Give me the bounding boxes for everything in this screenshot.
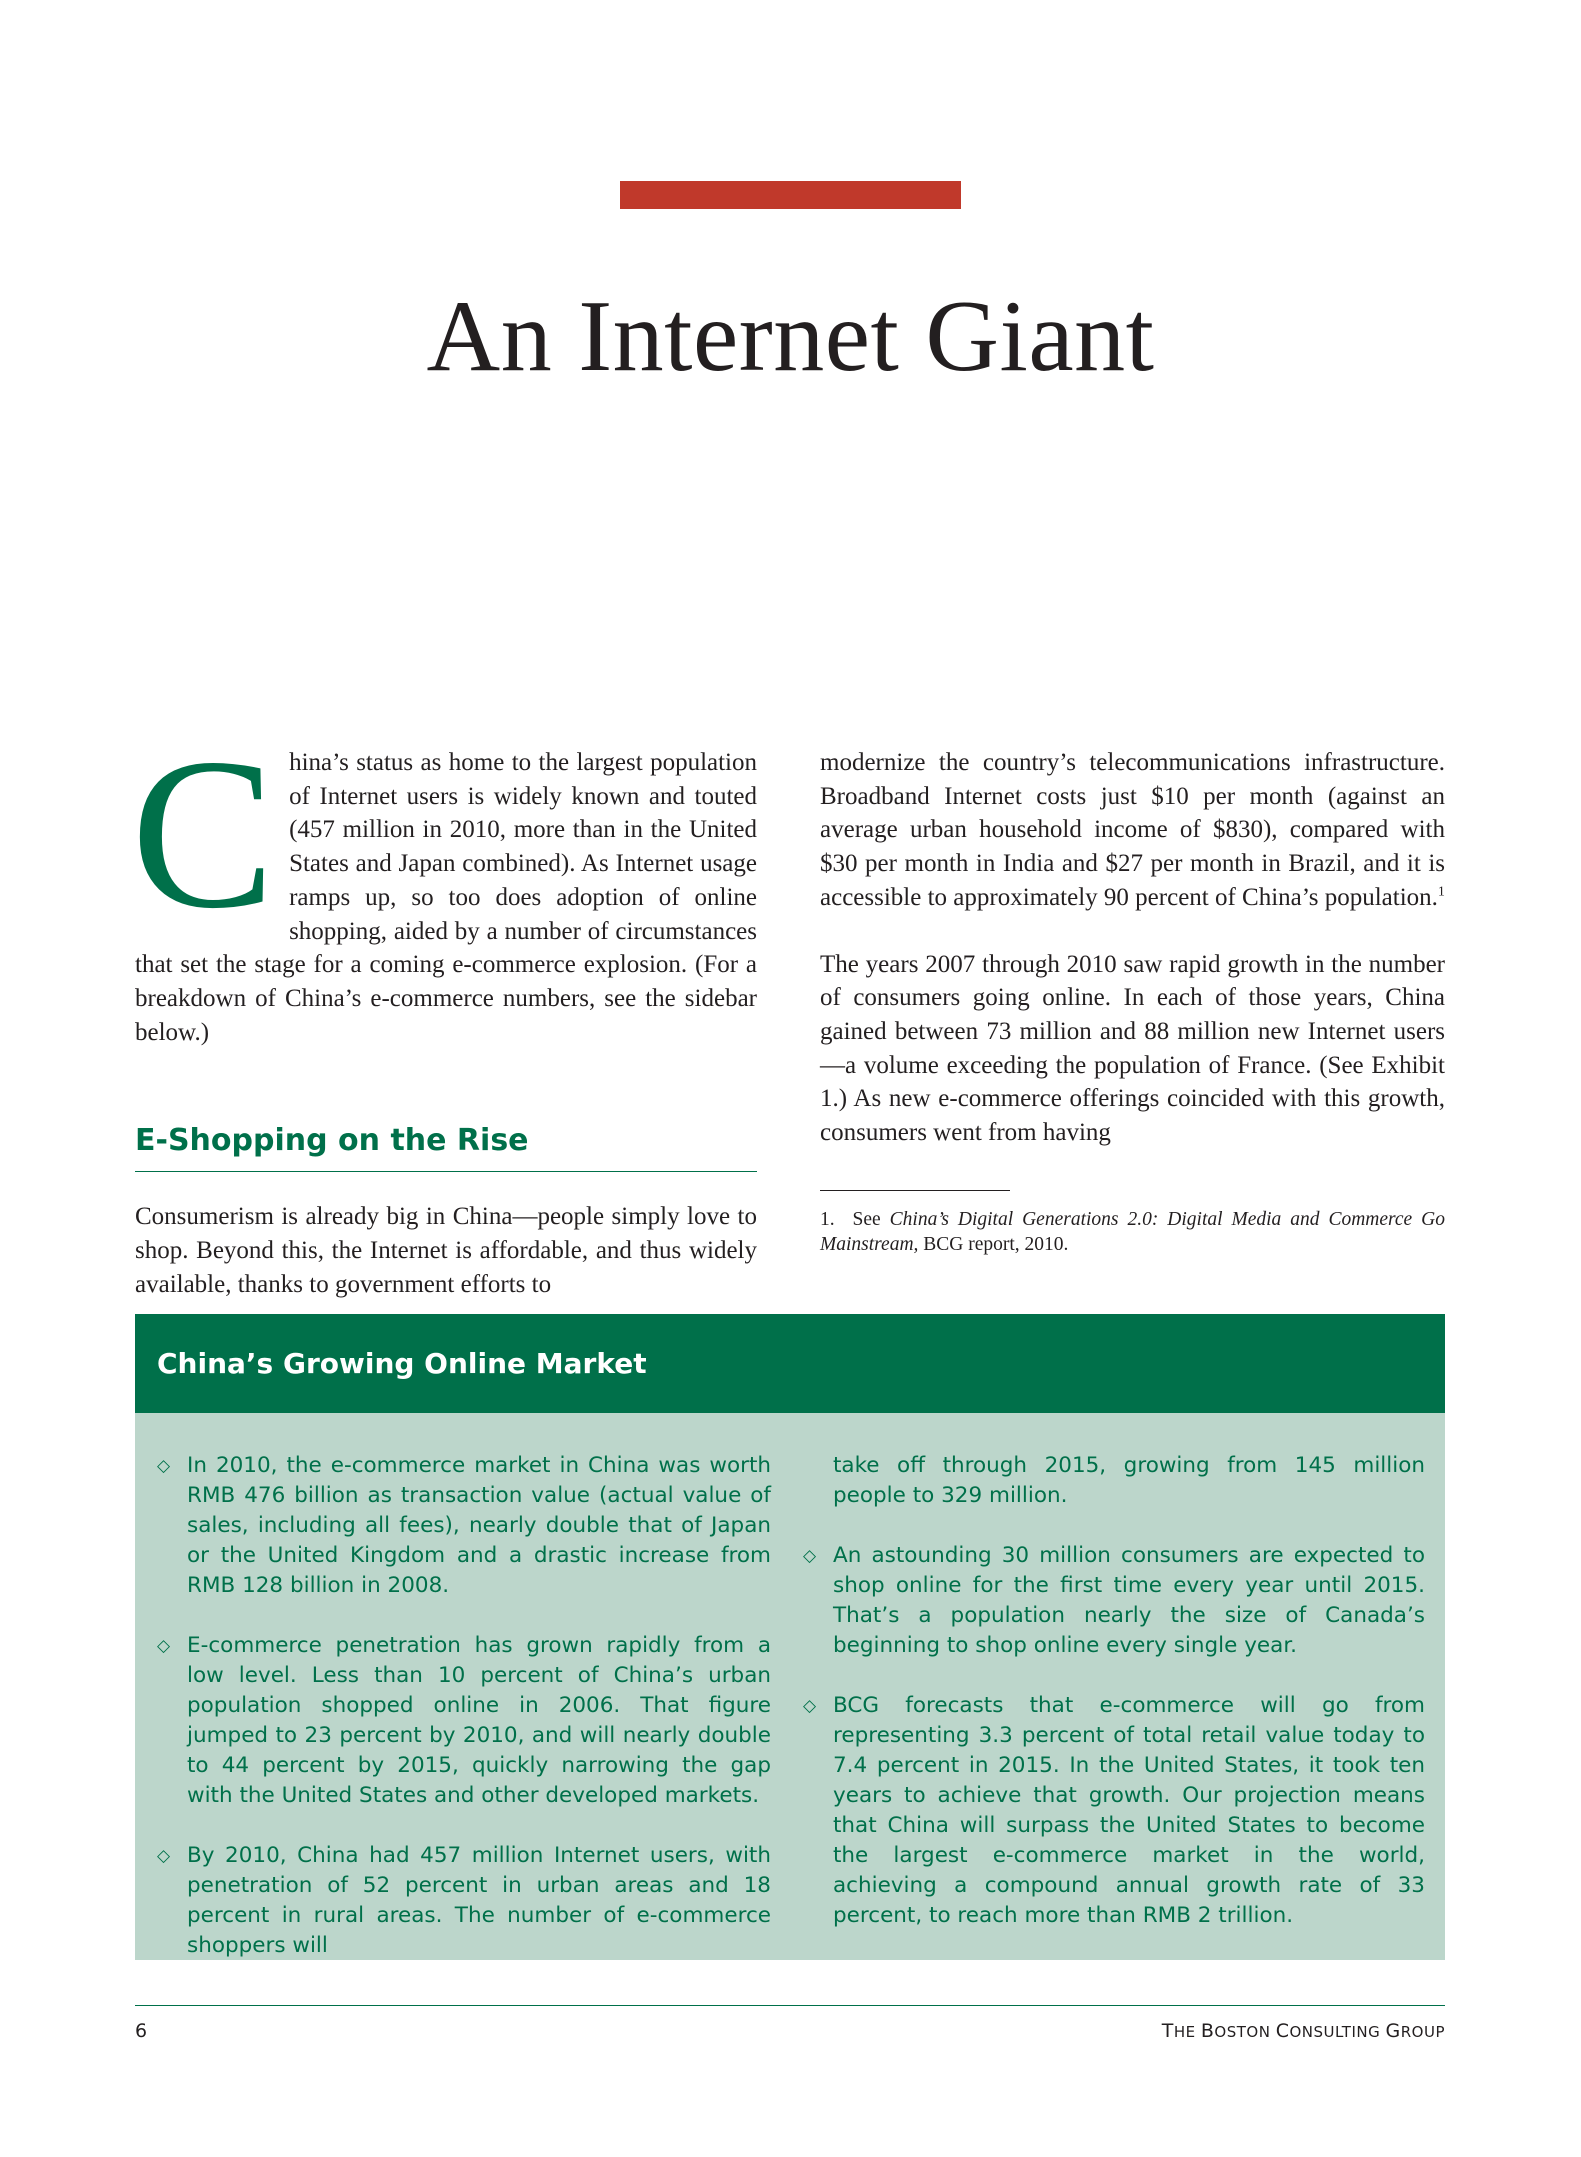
page-title: An Internet Giant xyxy=(426,280,1155,393)
diamond-outline-icon: ◇ xyxy=(803,1546,817,1566)
bullet-text: BCG forecasts that e-commerce will go from representing 3.3 percent of total retail value today to 7.4 percent in 2015. In the United States, it took ten years to achieve that growth. Our projection means that China will surpass the United States to become the largest e-commerce market in the world, achieving a compound annual growth rate of 33 percent, to reach more than RMB 2 trillion. xyxy=(833,1693,1425,1928)
sidebar-title: China’s Growing Online Market xyxy=(157,1347,647,1380)
bullet-text: E-commerce penetration has grown rapidly from a low level. Less than 10 percent of China’s urban population shopped online in 2006. That figure jumped to 23 percent by 2010, and will nearly double to 44 percent by 2015, quickly narrowing the gap with the United States and other developed markets. xyxy=(187,1633,771,1808)
publisher-smallcaps: ROUP xyxy=(1400,2023,1445,2041)
footnote-title: China’s Digital Generations 2.0: Digital Media and Commerce Go Mainstream, xyxy=(820,1208,1446,1255)
bullet-text: An astounding 30 million consumers are expected to shop online for the first time every year until 2015. That’s a population nearly the size of Canada’s beginning to shop online every single year. xyxy=(833,1543,1425,1658)
intro-text: hina’s status as home to the largest population of Internet users is widely known and touted (457 million in 2010, more than in the United States and Japan combined). As Internet usage ramps up, so too does adoption of online shopping, aided by a number of circumstances that set the stage for a coming e-commerce explosion. (For a breakdown of China’s e-commerce numbers, see the sidebar below.) xyxy=(135,749,757,1046)
publisher-cap: C xyxy=(1275,2020,1290,2042)
title-accent-bar xyxy=(620,181,961,209)
sidebar-body xyxy=(135,1413,1445,1960)
body-paragraph: The years 2007 through 2010 saw rapid growth in the number of consumers going online. In each of those years, China gained between 73 million and 88 million new Internet users—a volume exceeding the population of France. (See Exhibit 1.) As new e-commerce offerings coincided with this growth, consumers went from having xyxy=(820,950,1445,1147)
bullet-continuation: take off through 2015, growing from 145 million people to 329 million. xyxy=(833,1453,1425,1508)
sidebar-bullet xyxy=(155,1841,771,1961)
sidebar xyxy=(135,1314,1445,1960)
footnote-number: 1. xyxy=(820,1208,835,1230)
publisher-cap: B xyxy=(1200,2020,1215,2042)
drop-cap: C xyxy=(131,714,276,953)
sidebar-header xyxy=(135,1314,1445,1413)
publisher-cap: G xyxy=(1385,2020,1401,2042)
sidebar-bullet xyxy=(801,1691,1425,1931)
publisher-smallcaps: OSTON xyxy=(1214,2023,1276,2041)
right-column xyxy=(820,746,1445,1257)
footnote-reference[interactable]: 1 xyxy=(1437,884,1445,900)
diamond-outline-icon: ◇ xyxy=(157,1456,171,1476)
sidebar-right-column xyxy=(801,1451,1425,1961)
left-column xyxy=(131,714,757,1301)
diamond-outline-icon: ◇ xyxy=(157,1846,171,1866)
footnote-divider xyxy=(820,1190,1010,1191)
sidebar-bullet xyxy=(155,1631,771,1811)
diamond-outline-icon: ◇ xyxy=(157,1636,171,1656)
sidebar-bullet xyxy=(155,1451,771,1601)
footnote-source: BCG report, 2010. xyxy=(923,1233,1069,1255)
diamond-outline-icon: ◇ xyxy=(803,1696,817,1716)
publisher-smallcaps: ONSULTING xyxy=(1289,2023,1386,2041)
sidebar-left-column xyxy=(155,1451,771,1991)
body-paragraph: Consumerism is already big in China—people simply love to shop. Beyond this, the Internet is affordable, and thus widely available, thanks to government efforts to xyxy=(135,1203,757,1298)
publisher-cap: T xyxy=(1161,2020,1174,2042)
footnote xyxy=(820,1207,1445,1257)
section-heading: E-Shopping on the Rise xyxy=(135,1121,757,1172)
body-paragraph-continued xyxy=(820,746,1445,915)
body-paragraph-text: modernize the country’s telecommunications infrastructure. Broadband Internet costs just $10 per month (against an average urban household income of $830), compared with $30 per month in India and $27 per month in Brazil, and it is accessible to approximately 90 percent of China’s population. xyxy=(820,749,1445,911)
publisher-name xyxy=(1162,2020,1445,2042)
footer-divider xyxy=(135,2005,1445,2006)
sidebar-bullet xyxy=(801,1541,1425,1661)
footnote-see: See xyxy=(852,1208,881,1230)
page-number: 6 xyxy=(135,2020,148,2042)
bullet-text: In 2010, the e-commerce market in China was worth RMB 476 billion as transaction value (actual value of sales, including all fees), nearly double that of Japan or the United Kingdom and a drastic increase from RMB 128 billion in 2008. xyxy=(187,1453,771,1598)
publisher-smallcaps: HE xyxy=(1173,2023,1201,2041)
bullet-text: By 2010, China had 457 million Internet users, with penetration of 52 percent in urban areas and 18 percent in rural areas. The number of e-commerce shoppers will xyxy=(187,1843,771,1958)
intro-paragraph xyxy=(131,714,757,1049)
